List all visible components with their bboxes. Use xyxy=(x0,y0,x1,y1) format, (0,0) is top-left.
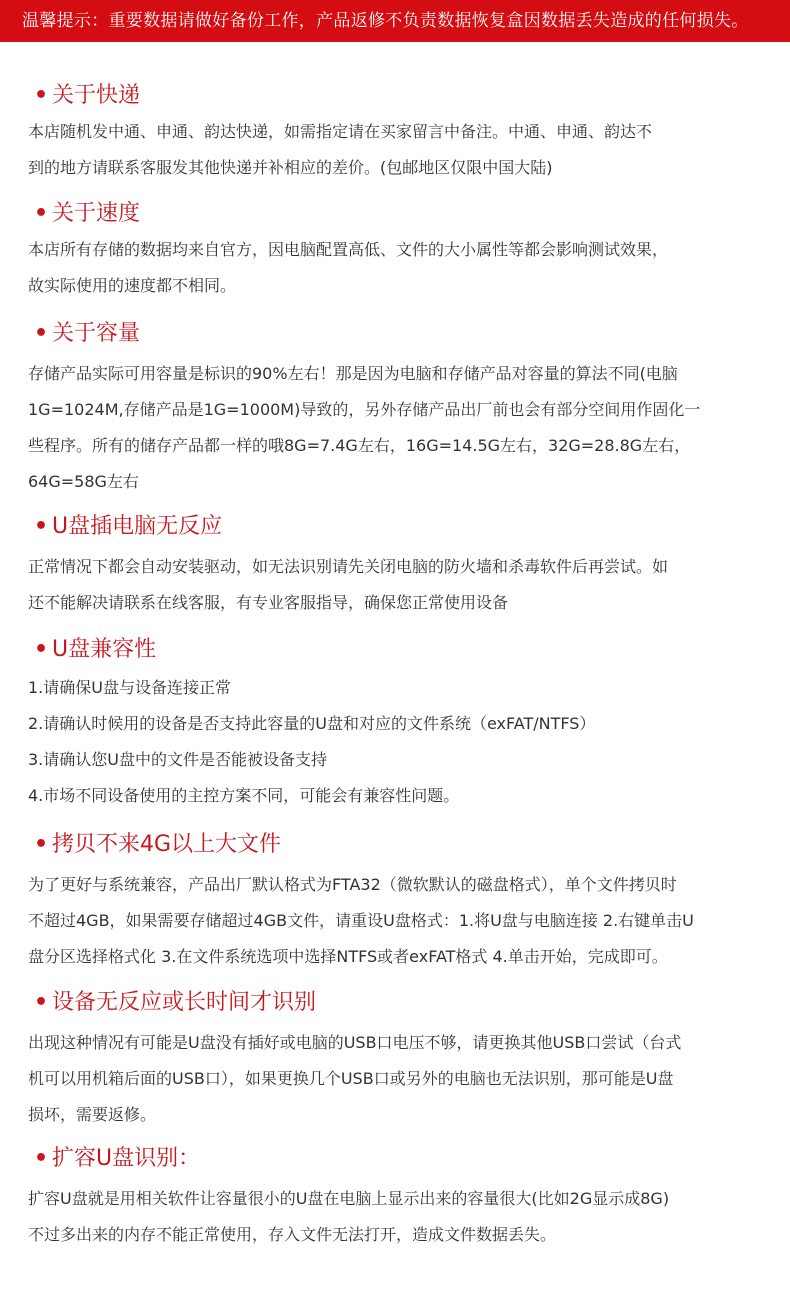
section-body xyxy=(28,670,768,814)
body-line: 64G=58G左右 xyxy=(28,472,139,491)
section-title-text: 关于容量 xyxy=(52,321,141,346)
bullet-dot: • xyxy=(34,321,49,346)
section-body xyxy=(28,114,768,186)
body-line: 扩容U盘就是用相关软件让容量很小的U盘在电脑上显示出来的容量很大(比如2G显示成8G) xyxy=(28,1189,670,1208)
bullet-dot: • xyxy=(34,637,49,662)
body-line: 不过多出来的内存不能正常使用，存入文件无法打开，造成文件数据丢失。 xyxy=(28,1225,557,1244)
section-title xyxy=(26,634,156,666)
body-line: 为了更好与系统兼容，产品出厂默认格式为FTA32（微软默认的磁盘格式），单个文件拷贝时 xyxy=(28,875,677,894)
section-body xyxy=(28,1025,768,1133)
bullet-dot: • xyxy=(34,201,49,226)
warning-banner: 温馨提示：重要数据请做好备份工作，产品返修不负责数据恢复盒因数据丢失造成的任何损失。 xyxy=(0,0,790,42)
body-line: 2.请确认时候用的设备是否支持此容量的U盘和对应的文件系统（exFAT/NTFS） xyxy=(28,714,596,733)
body-line: 机可以用机箱后面的USB口），如果更换几个USB口或另外的电脑也无法识别，那可能是U盘 xyxy=(28,1069,674,1088)
section-title-text: 关于快递 xyxy=(52,83,141,108)
body-line: 故实际使用的速度都不相同。 xyxy=(28,276,237,295)
section-body xyxy=(28,867,768,975)
bullet-dot: • xyxy=(34,83,49,108)
section-body xyxy=(28,232,768,304)
body-line: 损坏，需要返修。 xyxy=(28,1105,157,1124)
section-title-text: 关于速度 xyxy=(52,201,141,226)
section-title-text: 拷贝不来4G以上大文件 xyxy=(52,832,282,857)
bullet-dot: • xyxy=(34,990,49,1015)
section-title-text: U盘插电脑无反应 xyxy=(52,514,223,539)
section-body xyxy=(28,1181,768,1253)
section-title xyxy=(26,1143,200,1175)
body-line: 4.市场不同设备使用的主控方案不同，可能会有兼容性问题。 xyxy=(28,786,460,805)
section-title xyxy=(26,829,281,861)
body-line: 正常情况下都会自动安装驱动，如无法识别请先关闭电脑的防火墙和杀毒软件后再尝试。如 xyxy=(28,557,669,576)
body-line: 些程序。所有的储存产品都一样的哦8G=7.4G左右，16G=14.5G左右，32G=28.8G左右， xyxy=(28,436,691,455)
body-line: 盘分区选择格式化 3.在文件系统选项中选择NTFS或者exFAT格式 4.单击开始，完成即可。 xyxy=(28,947,668,966)
body-line: 1G=1024M,存储产品是1G=1000M)导致的，另外存储产品出厂前也会有部分空间用作固化一 xyxy=(28,400,701,419)
section-title xyxy=(26,318,140,350)
body-line: 本店随机发中通、申通、韵达快递，如需指定请在买家留言中备注。中通、申通、韵达不 xyxy=(28,122,653,141)
section-body xyxy=(28,549,768,621)
section-body xyxy=(28,356,768,500)
body-line: 到的地方请联系客服发其他快递并补相应的差价。(包邮地区仅限中国大陆) xyxy=(28,158,553,177)
bullet-dot: • xyxy=(34,514,49,539)
section-title xyxy=(26,511,222,543)
section-title xyxy=(26,80,140,112)
body-line: 存储产品实际可用容量是标识的90%左右！那是因为电脑和存储产品对容量的算法不同(电脑 xyxy=(28,364,678,383)
body-line: 本店所有存储的数据均来自官方，因电脑配置高低、文件的大小属性等都会影响测试效果， xyxy=(28,240,669,259)
section-title xyxy=(26,198,140,230)
section-title-text: 扩容U盘识别： xyxy=(52,1146,201,1171)
bullet-dot: • xyxy=(34,832,49,857)
body-line: 3.请确认您U盘中的文件是否能被设备支持 xyxy=(28,750,327,769)
body-line: 还不能解决请联系在线客服，有专业客服指导，确保您正常使用设备 xyxy=(28,593,509,612)
body-line: 出现这种情况有可能是U盘没有插好或电脑的USB口电压不够，请更换其他USB口尝试（台式 xyxy=(28,1033,682,1052)
section-title xyxy=(26,987,316,1019)
body-line: 1.请确保U盘与设备连接正常 xyxy=(28,678,231,697)
section-title-text: U盘兼容性 xyxy=(52,637,157,662)
bullet-dot: • xyxy=(34,1146,49,1171)
section-title-text: 设备无反应或长时间才识别 xyxy=(52,990,317,1015)
body-line: 不超过4GB，如果需要存储超过4GB文件，请重设U盘格式：1.将U盘与电脑连接 2.右键单击U xyxy=(28,911,694,930)
